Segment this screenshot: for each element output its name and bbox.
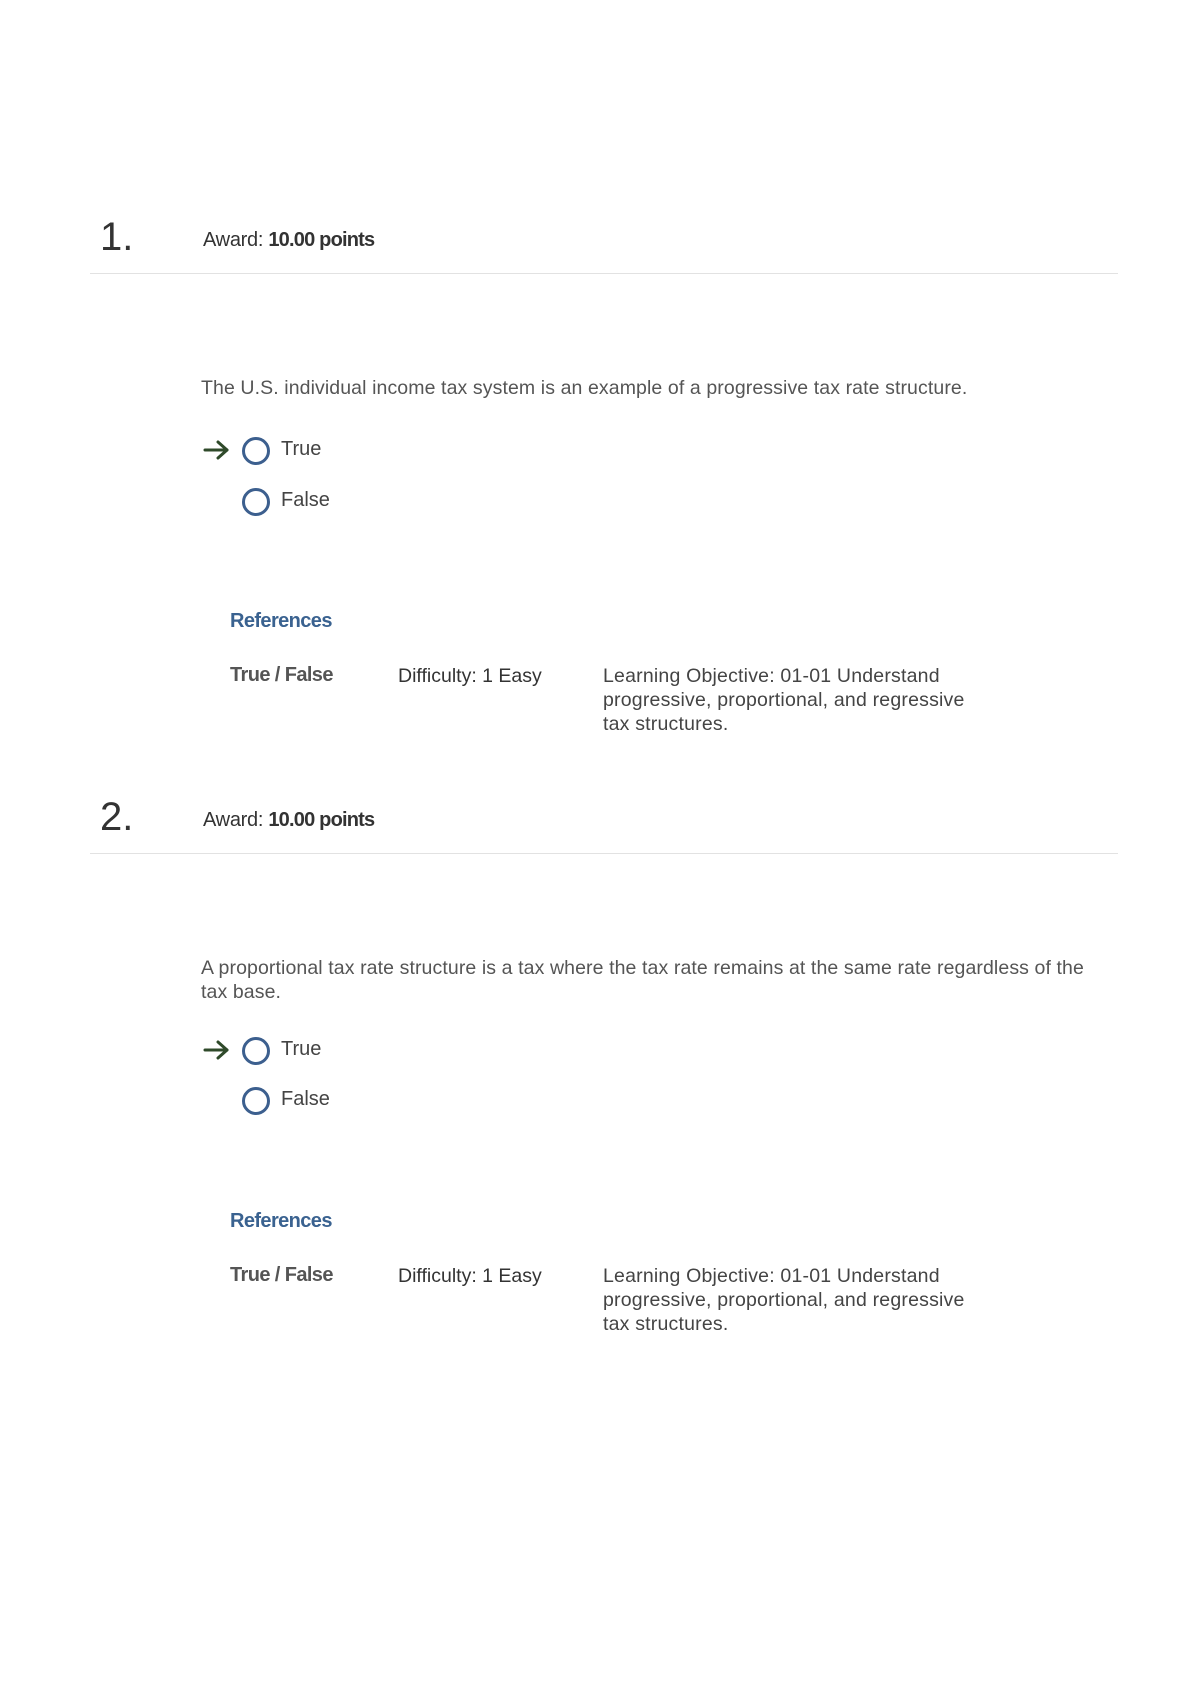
question-text: A proportional tax rate structure is a tax where the tax rate remains at the same rate regardless of the tax base.	[201, 957, 1084, 1003]
radio-circle-icon[interactable]	[242, 1087, 270, 1115]
question-number: 2.	[100, 795, 134, 839]
question-2	[0, 580, 1190, 1335]
option-true[interactable]	[200, 435, 460, 465]
award	[203, 229, 374, 252]
arrow-right-icon	[203, 439, 231, 461]
question-number: 1.	[100, 215, 134, 259]
references-title: References	[230, 1210, 332, 1232]
references-title: References	[230, 610, 332, 632]
question-text: The U.S. individual income tax system is an example of a progressive tax rate structure.	[201, 377, 968, 399]
award-label: Award:	[203, 809, 264, 831]
radio-circle-icon[interactable]	[242, 437, 270, 465]
award-points: 10.00 points	[268, 229, 375, 251]
reference-type: True / False	[230, 1264, 333, 1286]
reference-difficulty: Difficulty: 1 Easy	[398, 1265, 542, 1287]
award-label: Award:	[203, 229, 264, 251]
award	[203, 809, 374, 832]
reference-difficulty: Difficulty: 1 Easy	[398, 665, 542, 687]
option-label: True	[281, 438, 322, 460]
reference-learning-objective: Learning Objective: 01-01 Understand progressive, proportional, and regressive tax structures.	[603, 1265, 965, 1335]
option-false[interactable]	[200, 1085, 460, 1115]
option-true[interactable]	[200, 1035, 460, 1065]
question-1	[0, 0, 1190, 735]
reference-type: True / False	[230, 664, 333, 686]
option-false[interactable]	[200, 486, 460, 516]
arrow-right-icon	[203, 1039, 231, 1061]
radio-circle-icon[interactable]	[242, 1037, 270, 1065]
reference-learning-objective: Learning Objective: 01-01 Understand progressive, proportional, and regressive tax structures.	[603, 665, 965, 735]
question-header	[90, 211, 1118, 274]
option-label: False	[281, 1088, 330, 1110]
radio-circle-icon[interactable]	[242, 488, 270, 516]
question-header	[90, 791, 1118, 854]
option-label: True	[281, 1038, 322, 1060]
option-label: False	[281, 489, 330, 511]
award-points: 10.00 points	[268, 809, 375, 831]
